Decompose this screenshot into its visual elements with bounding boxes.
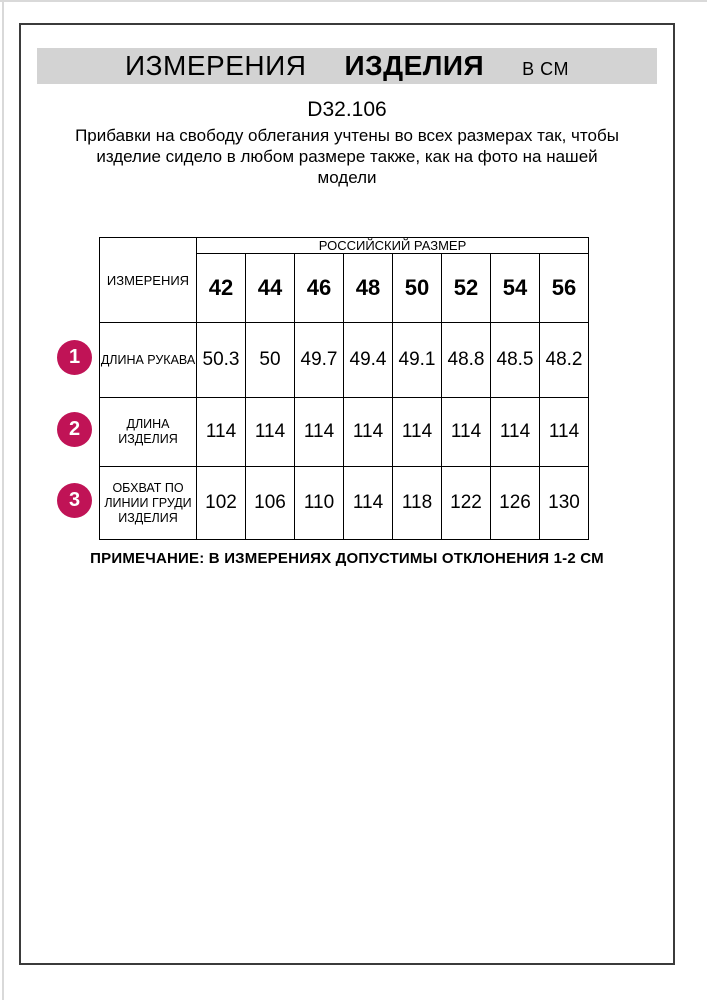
- title-unit-cm: В СМ: [522, 58, 569, 79]
- row-number-badge: 3: [57, 483, 92, 518]
- measurement-value-cell: 50: [246, 323, 295, 398]
- title-word-product: ИЗДЕЛИЯ: [344, 50, 485, 81]
- measurement-value-cell: 49.4: [344, 323, 393, 398]
- measurement-value-cell: 48.8: [442, 323, 491, 398]
- table-row: [100, 467, 589, 540]
- size-header-cell: 56: [540, 254, 589, 323]
- page-edge-left-line: [2, 0, 4, 1000]
- measurement-value-cell: 114: [246, 398, 295, 467]
- size-table: [99, 237, 589, 540]
- measurement-value-cell: 130: [540, 467, 589, 540]
- measurement-label-line: ЛИНИИ ГРУДИ: [104, 495, 192, 510]
- measurement-value-cell: 110: [295, 467, 344, 540]
- measurement-value-cell: 114: [197, 398, 246, 467]
- size-table-body: [100, 238, 589, 540]
- size-header-cell: 44: [246, 254, 295, 323]
- product-code: D32.106: [307, 98, 387, 121]
- measurement-value-cell: 49.1: [393, 323, 442, 398]
- measurement-value-cell: 48.5: [491, 323, 540, 398]
- size-header-cell: 48: [344, 254, 393, 323]
- description-text: [21, 125, 673, 188]
- measurement-value-cell: 50.3: [197, 323, 246, 398]
- measurement-label-line: ИЗДЕЛИЯ: [118, 432, 178, 446]
- title-bar: [37, 48, 657, 84]
- measurement-value-cell: 114: [344, 398, 393, 467]
- page-edge-top-line: [0, 0, 707, 2]
- measurement-label-line: ИЗДЕЛИЯ: [118, 510, 178, 525]
- measurement-label-cell: [100, 398, 197, 467]
- footnote: ПРИМЕЧАНИЕ: В ИЗМЕРЕНИЯХ ДОПУСТИМЫ ОТКЛОНЕНИЯ 1-2 СМ: [90, 550, 604, 567]
- size-header-cell: 52: [442, 254, 491, 323]
- size-header-cell: 42: [197, 254, 246, 323]
- description-line: Прибавки на свободу облегания учтены во всех размерах так, чтобы: [75, 126, 619, 145]
- measurement-label-cell: [100, 467, 197, 540]
- measurement-value-cell: 122: [442, 467, 491, 540]
- size-header-cell: 54: [491, 254, 540, 323]
- measurement-value-cell: 126: [491, 467, 540, 540]
- document-frame: [19, 23, 675, 965]
- measurement-value-cell: 114: [491, 398, 540, 467]
- size-header-cell: 50: [393, 254, 442, 323]
- measurement-value-cell: 102: [197, 467, 246, 540]
- measurement-label-line: ДЛИНА: [126, 417, 170, 431]
- measurement-value-cell: 114: [393, 398, 442, 467]
- table-row: [100, 323, 589, 398]
- measurement-value-cell: 48.2: [540, 323, 589, 398]
- measurement-value-cell: 114: [442, 398, 491, 467]
- measurement-label-cell: [100, 323, 197, 398]
- row-number-badge: 1: [57, 340, 92, 375]
- measurement-value-cell: 114: [540, 398, 589, 467]
- russian-size-group-header: РОССИЙСКИЙ РАЗМЕР: [197, 238, 589, 254]
- table-row: [100, 398, 589, 467]
- measurement-value-cell: 114: [344, 467, 393, 540]
- measurement-value-cell: 49.7: [295, 323, 344, 398]
- description-line: модели: [317, 168, 377, 187]
- description-line: изделие сидело в любом размере также, как на фото на нашей: [96, 147, 598, 166]
- title-word-measurements: ИЗМЕРЕНИЯ: [125, 50, 307, 81]
- measurement-value-cell: 118: [393, 467, 442, 540]
- measurements-column-header: ИЗМЕРЕНИЯ: [100, 238, 197, 323]
- measurement-label-line: ОБХВАТ ПО: [112, 480, 184, 495]
- measurement-value-cell: 114: [295, 398, 344, 467]
- size-header-cell: 46: [295, 254, 344, 323]
- measurement-label-line: ДЛИНА РУКАВА: [100, 352, 196, 367]
- measurement-value-cell: 106: [246, 467, 295, 540]
- row-number-badge: 2: [57, 412, 92, 447]
